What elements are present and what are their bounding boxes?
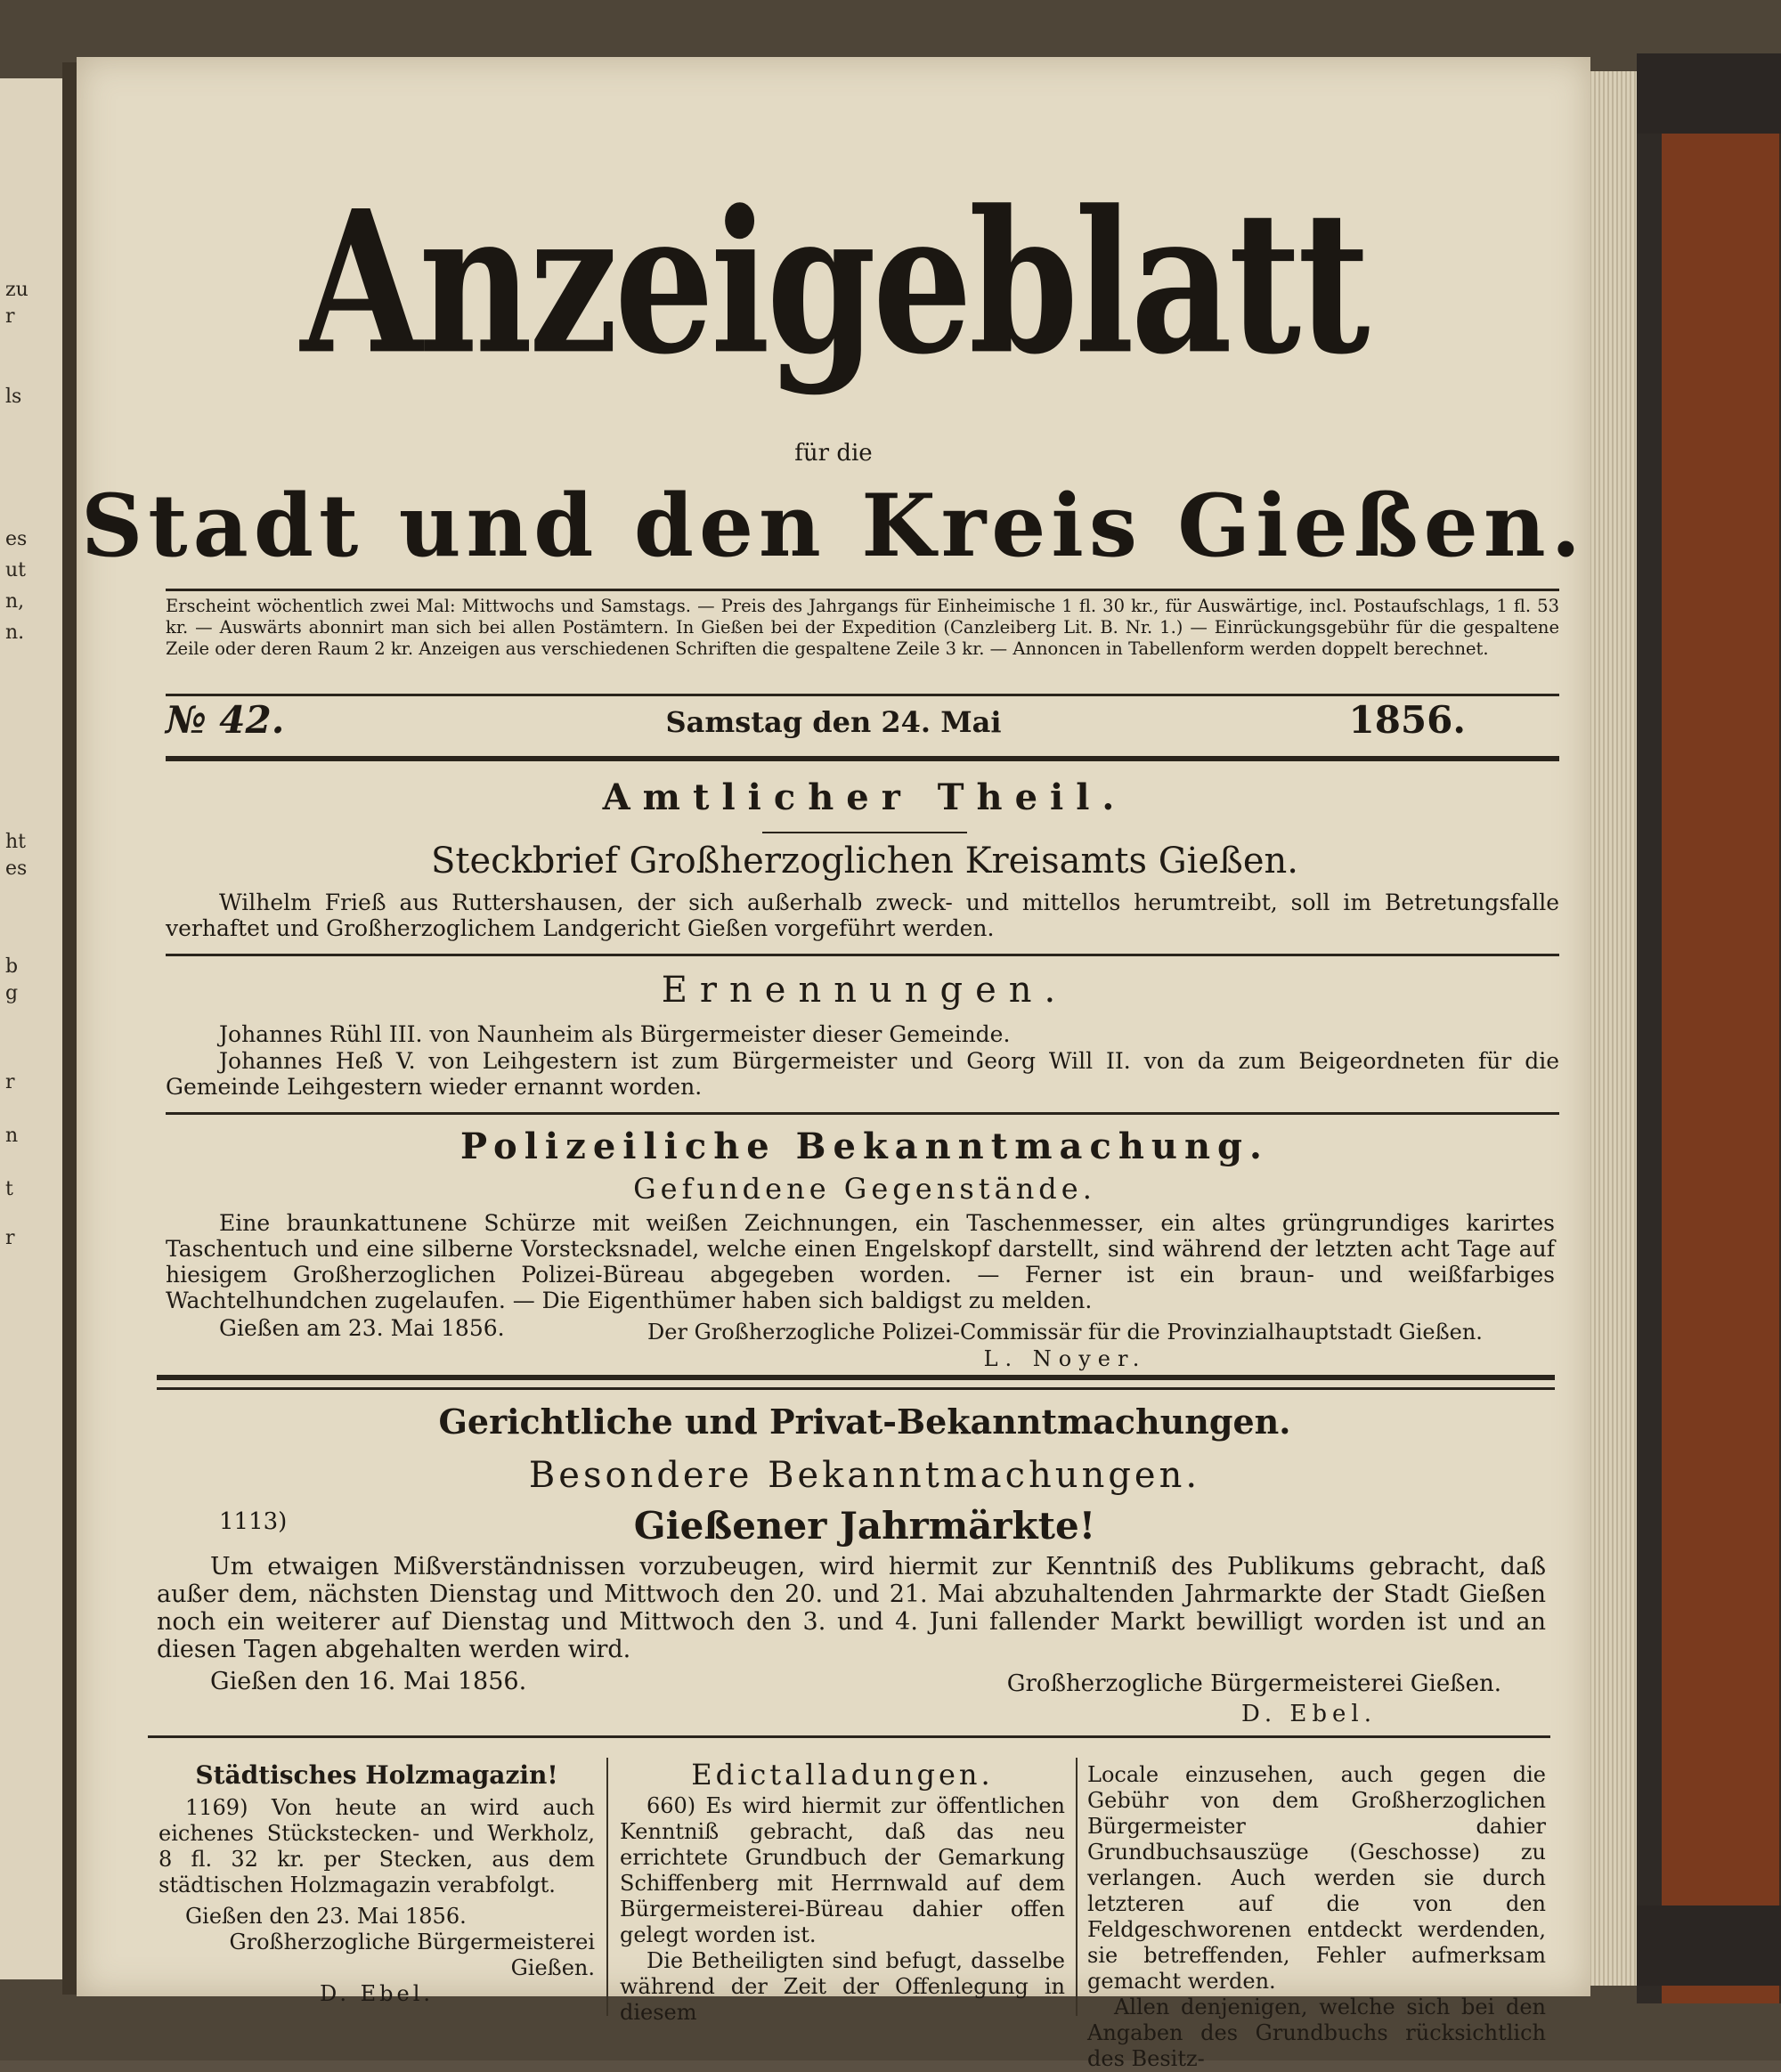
rule [166, 1112, 1559, 1115]
margin-fragment: t [5, 1178, 13, 1200]
margin-fragment: ht [5, 831, 27, 853]
ernennung-1: Johannes Rühl III. von Naunheim als Bürgermeister dieser Gemeinde. [219, 1021, 1011, 1047]
column-signatory-title: Großherzogliche Bürgermeisterei Gießen. [229, 1930, 595, 1980]
margin-fragment: es [5, 857, 28, 880]
masthead-title: Anzeigeblatt [300, 167, 1367, 398]
column-text: Die Betheiligten sind befugt, dasselbe während der Zeit der Offenlegung in diesem [620, 1948, 1065, 2025]
rule [148, 1735, 1550, 1738]
double-rule [157, 1375, 1555, 1380]
official-heading: Amtlicher Theil. [602, 776, 1127, 818]
column-holzmagazin [159, 1762, 595, 2007]
subscription-terms: Erscheint wöchentlich zwei Mal: Mittwochs und Samstags. — Preis des Jahrgangs für Einheimische 1 fl. 30 kr., für Auswärtige, incl. Postaufschlags, 1 fl. 53 kr. — Auswärts abonnirt man sich bei allen Postämtern. In Gießen bei der Expedition (Canzleiberg Lit. B. Nr. 1.) — Einrückungsgebühr für die gespaltene Zeile oder deren Raum 2 kr. Anzeigen aus verschiedenen Schriften die gespaltene Zeile 3 kr. — Annoncen in Tabellenform werden doppelt berechnet. [166, 596, 1559, 659]
police-place-date: Gießen am 23. Mai 1856. [219, 1315, 505, 1341]
margin-fragment: n. [5, 622, 25, 644]
steckbrief-heading: Steckbrief Großherzoglichen Kreisamts Gießen. [431, 841, 1298, 882]
margin-fragment: b [5, 955, 19, 978]
masthead-fuer: für die [794, 440, 873, 467]
column-heading: Städtisches Holzmagazin! [195, 1760, 558, 1790]
issue-date: Samstag den 24. Mai [665, 705, 1002, 739]
rule [157, 1387, 1555, 1390]
left-page-edge [0, 78, 65, 1979]
margin-fragment: n, [5, 590, 25, 613]
police-heading: Polizeiliche Bekanntmachung. [460, 1125, 1269, 1167]
ernennung-2: Johannes Heß V. von Leihgestern ist zum Bürgermeister und Georg Will II. von da zum Beigeordneten für die Gemeinde Leihgestern wieder ernannt worden. [166, 1048, 1559, 1100]
margin-fragment: g [5, 982, 19, 1004]
police-signatory-title: Der Großherzogliche Polizei-Commissär für die Provinzialhauptstadt Gießen. [647, 1320, 1483, 1345]
page-edges [1585, 71, 1639, 1986]
spine-band [1637, 1905, 1781, 1986]
notice-signatory-name: D. Ebel. [1240, 1701, 1377, 1727]
book-spine [1637, 53, 1781, 2003]
column-edictalladungen [620, 1758, 1065, 2026]
spine-band [1637, 53, 1781, 134]
column-heading: Edictalladungen. [691, 1758, 994, 1792]
notice-title: Gießener Jahrmärkte! [633, 1504, 1096, 1548]
column-text: 1169) Von heute an wird auch eichenes Stückstecken- und Werkholz, 8 fl. 32 kr. per Stecken, aus dem städtischen Holzmagazin verabfolgt. [159, 1795, 595, 1897]
police-subheading: Gefundene Gegenstände. [633, 1172, 1096, 1206]
private-subheading: Besondere Bekanntmachungen. [528, 1455, 1201, 1496]
rule [166, 694, 1559, 696]
police-text: Eine braunkattunene Schürze mit weißen Zeichnungen, ein Taschenmesser, ein altes grüngrundiges karirtes Taschentuch und eine silberne Vorstecksnadel, welche einen Engelskopf darstellt, sind während der letzten acht Tage auf hiesigem Großherzoglichen Polizei-Büreau abgegeben worden. — Ferner ist ein braun- und weißfarbiges Wachtelhundchen zugelaufen. — Die Eigenthümer haben sich baldigst zu melden. [166, 1210, 1555, 1313]
column-text: Locale einzusehen, auch gegen die Gebühr von dem Großherzoglichen Bürgermeister dahier Grundbuchsauszüge (Geschosse) zu verlangen. Auch werden sie durch letzteren auf die von den Feldgeschworenen entdeckt werdenden, sie betreffenden, Fehler aufmerksam gemacht werden. [1087, 1762, 1546, 1994]
margin-fragment: ls [5, 386, 22, 408]
column-rule [1076, 1758, 1078, 2016]
double-rule [166, 756, 1559, 761]
margin-fragment: n [5, 1125, 19, 1147]
issue-year: 1856. [1348, 698, 1466, 742]
column-continuation [1087, 1762, 1546, 2072]
notice-text: Um etwaigen Mißverständnissen vorzubeugen, wird hiermit zur Kenntniß des Publikums gebracht, daß außer dem, nächsten Dienstag und Mittwoch den 20. und 21. Mai abzuhaltenden Jahrmarkte der Stadt Gießen noch ein weiterer auf Dienstag und Mittwoch den 3. und 4. Juni fallender Markt bewilligt worden ist und an diesen Tagen abgehalten werden wird. [157, 1553, 1546, 1663]
short-rule [762, 832, 967, 833]
police-signatory-name: L. Noyer. [983, 1346, 1147, 1371]
column-text: 660) Es wird hiermit zur öffentlichen Kenntniß gebracht, daß das neu errichtete Grundbuch der Gemarkung Schiffenberg mit Herrnwald auf dem Bürgermeisterei-Büreau dahier offen gelegt worden ist. [620, 1793, 1065, 1947]
notice-number: 1113) [219, 1508, 288, 1535]
ernennungen-heading: Ernennungen. [661, 970, 1069, 1011]
column-signatory-name: D. Ebel. [319, 1981, 435, 2006]
rule [166, 589, 1559, 591]
steckbrief-text: Wilhelm Frieß aus Ruttershausen, der sich außerhalb zweck- und mittellos herumtreibt, soll im Betretungsfalle verhaftet und Großherzoglichem Landgericht Gießen vorgeführt werden. [166, 890, 1559, 941]
rule [166, 954, 1559, 956]
margin-fragment: ut [5, 559, 27, 581]
masthead-subtitle: Stadt und den Kreis Gießen. [80, 475, 1587, 576]
column-place-date: Gießen den 23. Mai 1856. [185, 1904, 467, 1929]
column-text: Allen denjenigen, welche sich bei den Angaben des Grundbuchs rücksichtlich des Besitz- [1087, 1995, 1546, 2071]
issue-number: № 42. [166, 698, 285, 742]
margin-fragment: es [5, 528, 28, 550]
newspaper-page [77, 57, 1590, 2071]
margin-fragment: r [5, 1071, 15, 1093]
margin-fragment: r [5, 305, 15, 328]
margin-fragment: zu [5, 279, 28, 301]
notice-place-date: Gießen den 16. Mai 1856. [210, 1668, 527, 1695]
private-heading: Gerichtliche und Privat-Bekanntmachungen. [438, 1402, 1291, 1442]
notice-signatory-title: Großherzogliche Bürgermeisterei Gießen. [1006, 1670, 1501, 1697]
margin-fragment: r [5, 1227, 15, 1249]
column-rule [606, 1758, 608, 2016]
